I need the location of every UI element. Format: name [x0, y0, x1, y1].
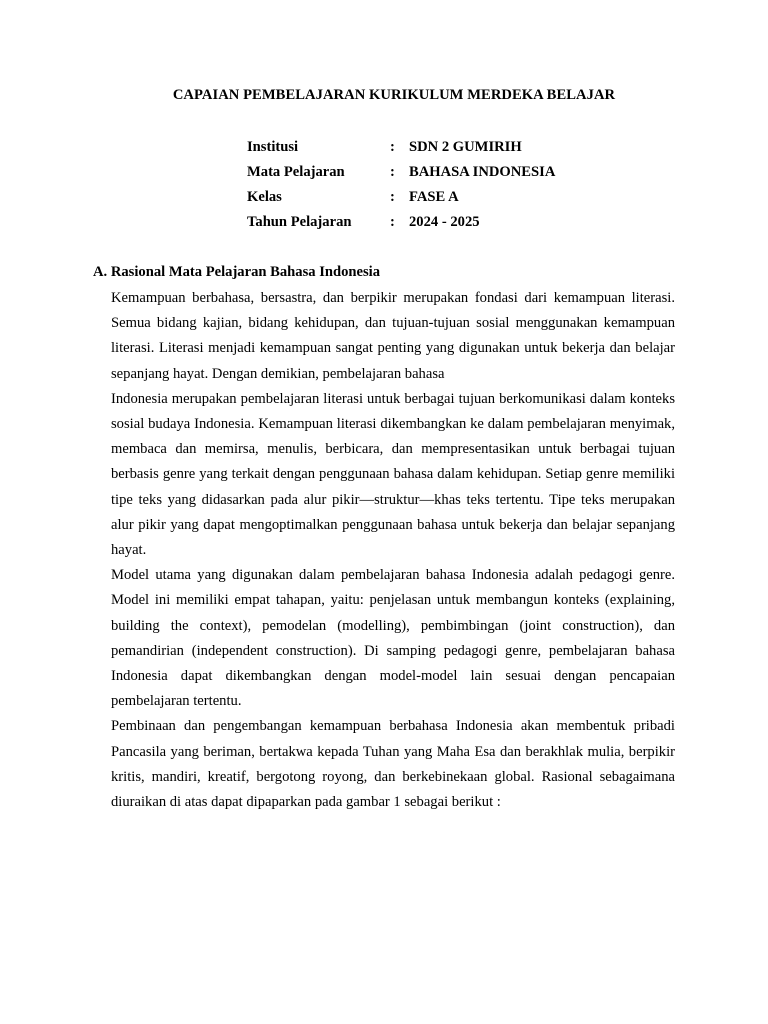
- info-colon: :: [390, 214, 395, 230]
- info-value: SDN 2 GUMIRIH: [409, 139, 522, 155]
- info-colon: :: [390, 164, 395, 180]
- info-row-tahun-pelajaran: [247, 212, 555, 237]
- info-colon: :: [390, 189, 395, 205]
- info-label: Tahun Pelajaran: [247, 214, 352, 230]
- info-table: [247, 137, 555, 237]
- info-row-kelas: [247, 187, 555, 212]
- paragraph: Model utama yang digunakan dalam pembelajaran bahasa Indonesia adalah pedagogi genre. Model ini memiliki empat tahapan, yaitu: penjelasan untuk membangun konteks (explaining, building the context), pemodelan (modelling), pembimbingan (joint construction), dan pemandirian (independent construction). Di samping pedagogi genre, pembelajaran bahasa Indonesia dapat dikembangkan dengan model-model lain sesuai dengan pencapaian pembelajaran tertentu.: [111, 567, 675, 710]
- paragraph: Pembinaan dan pengembangan kemampuan berbahasa Indonesia akan membentuk pribadi Pancasila yang beriman, bertakwa kepada Tuhan yang Maha Esa dan berakhlak mulia, berpikir kritis, mandiri, kreatif, bergotong royong, dan berkebinekaan global. Rasional sebagaimana diuraikan di atas dapat dipaparkan pada gambar 1 sebagai berikut :: [111, 718, 675, 811]
- info-value: 2024 - 2025: [409, 214, 480, 230]
- section-heading: A. Rasional Mata Pelajaran Bahasa Indonesia: [93, 264, 381, 280]
- document-title: CAPAIAN PEMBELAJARAN KURIKULUM MERDEKA BELAJAR: [172, 87, 616, 103]
- info-label: Institusi: [247, 139, 299, 155]
- info-row-institusi: [247, 137, 555, 162]
- info-row-mata-pelajaran: [247, 162, 555, 187]
- info-value: FASE A: [409, 189, 459, 205]
- paragraph: Indonesia merupakan pembelajaran literasi untuk berbagai tujuan berkomunikasi dalam konteks sosial budaya Indonesia. Kemampuan literasi dikembangkan ke dalam pembelajaran menyimak, membaca dan memirsa, menulis, berbicara, dan mempresentasikan untuk berbagai tujuan berbasis genre yang terkait dengan penggunaan bahasa dalam kehidupan. Setiap genre memiliki tipe teks yang didasarkan pada alur pikir—struktur—khas teks tertentu. Tipe teks merupakan alur pikir yang dapat mengoptimalkan penggunaan bahasa untuk bekerja dan belajar sepanjang hayat.: [111, 390, 675, 559]
- info-colon: :: [390, 139, 395, 155]
- section-body: [111, 286, 675, 815]
- paragraph: Kemampuan berbahasa, bersastra, dan berpikir merupakan fondasi dari kemampuan literasi. Semua bidang kajian, bidang kehidupan, dan tujuan-tujuan sosial menggunakan kemampuan literasi. Literasi menjadi kemampuan sangat penting yang digunakan untuk bekerja dan belajar sepanjang hayat. Dengan demikian, pembelajaran bahasa: [111, 290, 675, 382]
- info-value: BAHASA INDONESIA: [409, 164, 556, 180]
- info-label: Kelas: [247, 189, 282, 205]
- info-label: Mata Pelajaran: [247, 164, 345, 180]
